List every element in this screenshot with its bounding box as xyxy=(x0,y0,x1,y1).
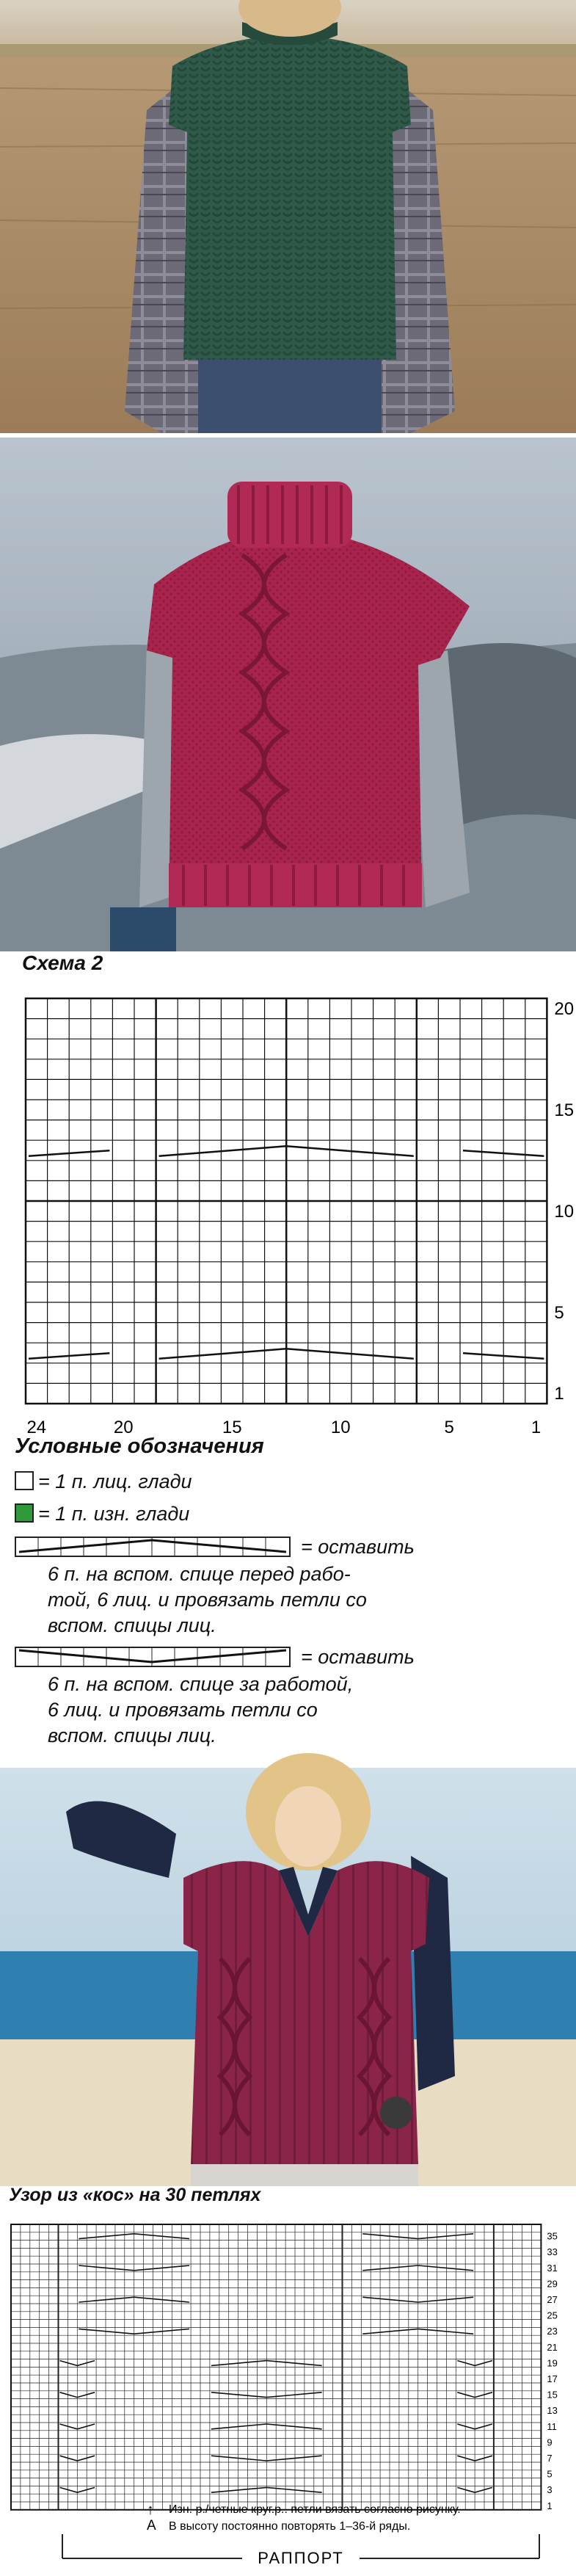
cables30-row-label: 1 xyxy=(547,2500,553,2511)
note-a: A xyxy=(147,2518,156,2533)
rapport-label: РАППОРТ xyxy=(258,2549,344,2567)
scheme2-col-label: 20 xyxy=(113,1418,134,1437)
cable-front-line1: 6 п. на вспом. спице перед рабо- xyxy=(48,1563,351,1585)
cable-back-eq: = оставить xyxy=(301,1646,415,1668)
cable-front-symbol xyxy=(15,1534,294,1559)
scheme2-row-label: 5 xyxy=(554,1302,564,1323)
purl-symbol xyxy=(15,1503,34,1523)
knit-symbol xyxy=(15,1471,34,1490)
cables30-row-label: 23 xyxy=(547,2326,558,2337)
cables30-row-label: 9 xyxy=(547,2437,553,2448)
scheme2-row-label: 20 xyxy=(554,998,575,1019)
cables30-row-label: 13 xyxy=(547,2405,558,2417)
cables30-row-label: 33 xyxy=(547,2246,558,2258)
scheme2-grid xyxy=(26,998,547,1404)
cable-front-line2: той, 6 лиц. и провязать петли со xyxy=(48,1589,367,1611)
scheme2-title: Схема 2 xyxy=(22,951,103,974)
cables30-row-label: 11 xyxy=(547,2420,557,2432)
cables30-row-label: 5 xyxy=(547,2468,553,2480)
cables30-title: Узор из «кос» на 30 петлях xyxy=(9,2185,261,2205)
legend-purl-text: = 1 п. изн. глади xyxy=(38,1503,190,1525)
scheme2-row-labels xyxy=(554,999,574,1404)
cables30-notes xyxy=(62,2502,539,2567)
cables30-row-label: 3 xyxy=(547,2484,553,2496)
cable-front-line3: вспом. спицы лиц. xyxy=(48,1614,216,1636)
scheme2-col-label: 24 xyxy=(26,1418,47,1437)
cables30-grid xyxy=(11,2224,541,2510)
scheme2-col-label: 15 xyxy=(222,1418,242,1437)
scheme2-col-label: 1 xyxy=(531,1418,542,1437)
photo-magenta-cable-vest xyxy=(0,438,576,951)
cables30-row-label: 27 xyxy=(547,2294,558,2305)
cable-back-line2: 6 лиц. и провязать петли со xyxy=(48,1699,318,1721)
cables30-row-label: 21 xyxy=(547,2341,558,2353)
cables30-row-label: 17 xyxy=(547,2373,558,2384)
photo-green-vest xyxy=(0,0,576,433)
scheme2-row-label: 1 xyxy=(554,1384,564,1404)
scheme2-chart xyxy=(0,954,576,1437)
cables30-row-label: 35 xyxy=(547,2230,558,2242)
cable-back-symbol xyxy=(15,1644,294,1669)
cables30-row-label: 7 xyxy=(547,2453,553,2464)
cables30-chart xyxy=(0,2188,576,2576)
scheme2-row-label: 15 xyxy=(554,1100,575,1120)
legend-title: Условные обозначения xyxy=(15,1434,264,1458)
cable-front-eq: = оставить xyxy=(301,1536,415,1558)
legend xyxy=(15,1435,572,1766)
scheme2-row-label: 10 xyxy=(554,1201,575,1222)
photo-berry-vneck-vest xyxy=(0,1768,576,2186)
scheme2-col-label: 10 xyxy=(330,1418,351,1437)
note-arrow: ↑ xyxy=(147,2502,154,2518)
note-line1: Изн. р./четные круг.р.. петли вязать согласно рисунку. xyxy=(169,2503,461,2516)
scheme2-col-label: 5 xyxy=(444,1418,454,1437)
cables30-row-label: 19 xyxy=(547,2357,558,2369)
cables30-row-label: 31 xyxy=(547,2262,558,2274)
cables30-row-label: 25 xyxy=(547,2310,558,2321)
cable-back-line3: вспом. спицы лиц. xyxy=(48,1724,216,1746)
cables30-row-labels xyxy=(547,2231,557,2511)
cables30-row-label: 29 xyxy=(547,2278,558,2290)
legend-knit xyxy=(15,1470,192,1492)
note-line2: В высоту постоянно повторять 1–36-й ряды. xyxy=(169,2520,411,2533)
legend-purl xyxy=(15,1503,189,1525)
cable-back-line1: 6 п. на вспом. спице за работой, xyxy=(48,1673,354,1695)
cables30-row-label: 15 xyxy=(547,2389,558,2401)
legend-knit-text: = 1 п. лиц. глади xyxy=(38,1470,192,1492)
